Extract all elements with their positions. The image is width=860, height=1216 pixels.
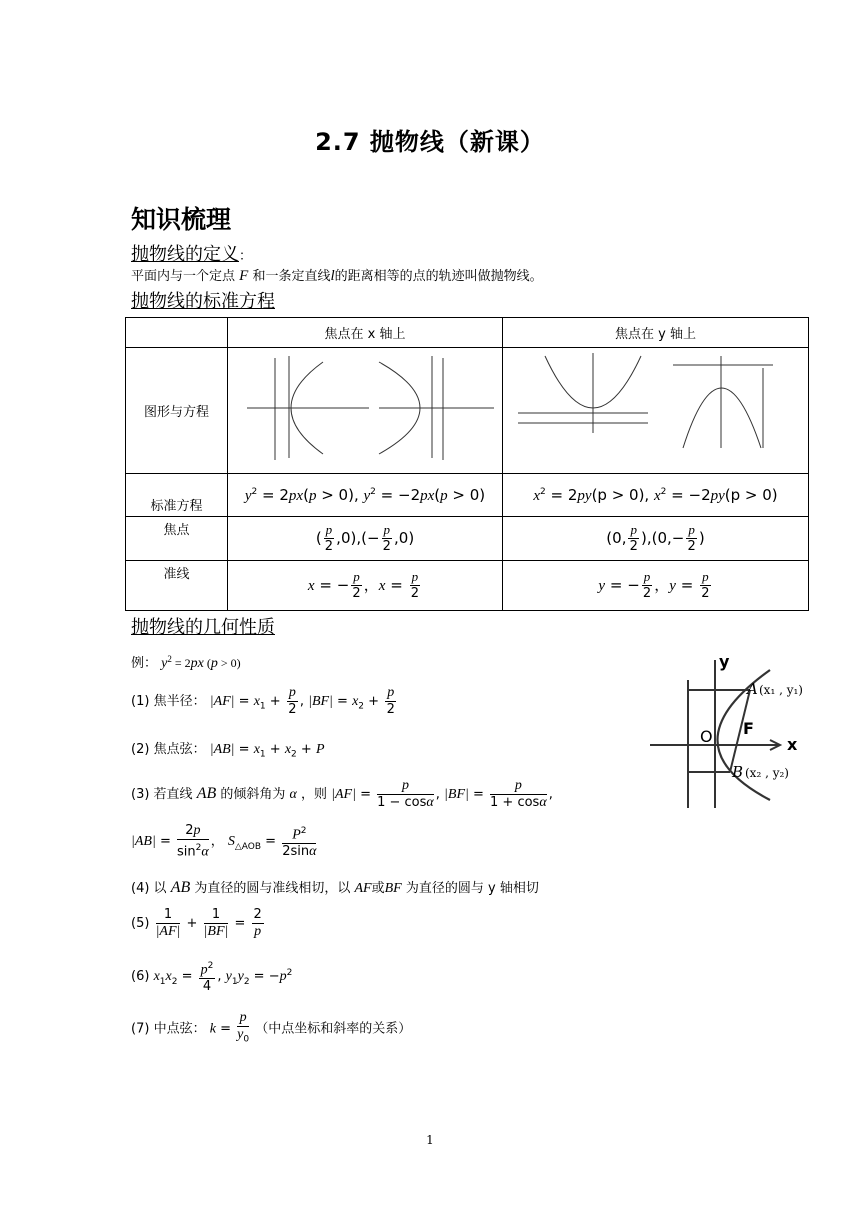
page-title: 2.7 抛物线（新课）	[315, 128, 545, 156]
property-3-num: (3)	[131, 787, 150, 802]
property-7: (7) 中点弦： k = $\frac{p}{y_0}$ （中点坐标和斜率的关系）	[131, 1010, 412, 1045]
property-3: (3) 若直线 AB 的倾斜角为 α ，则 |AF| = $\frac{p}{1 - \cos\alpha}$ , |BF| = $\frac{p}{1 + \cos\alpha}$ ,	[131, 778, 553, 810]
table-header-x-axis: 焦点在 x 轴上	[228, 318, 503, 348]
definition-focus-symbol: F	[239, 268, 249, 284]
y-axis-focus: (0, $\frac{p}{2}$ ),(0,− $\frac{p}{2}$ )	[503, 517, 809, 561]
figure-focus-label: F	[743, 719, 754, 738]
property-3-continued: |AB| = $\frac{2p}{\sin^2\alpha}$ ， $S_{\triangle AOB}$ = $\frac{P^2}{2\sin\alpha}$	[131, 823, 317, 860]
definition-text	[131, 265, 543, 285]
property-1-label: 焦半径：	[153, 694, 206, 709]
definition-heading	[131, 240, 252, 266]
figure-point-b-coord: (x₂ , y₂)	[745, 766, 789, 780]
table-header-y-axis: 焦点在 y 轴上	[503, 318, 809, 348]
x-axis-equation: $y^2 = 2px(p > 0)$, $y^2 = -2px(p > 0)$	[228, 474, 503, 517]
standard-heading: 抛物线的标准方程	[131, 291, 275, 312]
property-4: (4) 以 AB 为直径的圆与准线相切，以 AF或BF 为直径的圆与 y 轴相切	[131, 879, 539, 896]
property-2-label: 焦点弦：	[153, 742, 206, 757]
figure-y-label: y	[719, 652, 730, 671]
property-6: (6) $x_1x_2$ = $\frac{p^2}{4}$ , $y_1y_2 = -p^2$	[131, 958, 292, 995]
figure-origin-label: O	[700, 727, 713, 746]
property-1-num: (1)	[131, 694, 150, 709]
page-number: 1	[426, 1133, 434, 1147]
figure-point-b: B	[732, 763, 744, 781]
x-axis-parabola-graph	[229, 348, 501, 469]
x-axis-parabola-figures	[228, 348, 503, 474]
property-1: (1) 焦半径： $|AF| = x_1$ + $\frac{p}{2}$ , $|BF| = x_2$ + $\frac{p}{2}$	[131, 685, 395, 717]
section-heading: 知识梳理	[131, 205, 232, 234]
y-axis-directrix: y = − $\frac{p}{2}$ ，y = $\frac{p}{2}$	[503, 561, 809, 611]
figure-x-label: x	[787, 735, 798, 754]
focal-chord-figure	[645, 650, 825, 810]
y-axis-equation: $x^2 = 2py(p > 0)$, $x^2 = -2py(p > 0)$	[503, 474, 809, 517]
table-header-empty	[126, 318, 228, 348]
property-2: (2) 焦点弦： $|AB| = x_1 + x_2 + P$	[131, 742, 325, 760]
figure-point-a-coord: (x₁ , y₁)	[759, 683, 803, 697]
x-axis-focus: ( $\frac{p}{2}$ ,0),(− $\frac{p}{2}$ ,0)	[228, 517, 503, 561]
standard-equation-table	[125, 317, 809, 611]
y-axis-parabola-figures	[503, 348, 809, 474]
property-2-num: (2)	[131, 742, 150, 757]
property-7-note: （中点坐标和斜率的关系）	[255, 1021, 412, 1037]
property-7-num: (7)	[131, 1021, 150, 1037]
y-axis-parabola-graph	[503, 348, 808, 469]
definition-line-symbol: l	[330, 268, 335, 284]
property-7-label: 中点弦：	[153, 1021, 206, 1037]
row-label-equation: 标准方程	[126, 474, 228, 517]
definition-text-c: 的距离相等的点的轨迹叫做抛物线。	[334, 269, 543, 284]
property-4-num: (4)	[131, 881, 150, 896]
geometry-heading: 抛物线的几何性质	[131, 617, 275, 638]
row-label-figures: 图形与方程	[126, 348, 228, 474]
property-5-num: (5)	[131, 916, 150, 931]
definition-text-b: 和一条定直线	[252, 269, 331, 284]
figure-point-a: A	[747, 680, 758, 698]
row-label-focus: 焦点	[126, 517, 228, 561]
example-line: 例： $y^2 = 2px$ (p > 0)	[131, 654, 241, 671]
x-axis-directrix: x = − $\frac{p}{2}$ ，x = $\frac{p}{2}$	[228, 561, 503, 611]
definition-heading-text: 抛物线的定义	[131, 244, 239, 265]
property-5: (5) $\frac{1}{|AF|}$ + $\frac{1}{|BF|}$ = $\frac{2}{p}$	[131, 907, 262, 939]
definition-text-a: 平面内与一个定点	[131, 269, 236, 284]
example-label: 例：	[131, 656, 158, 671]
property-6-num: (6)	[131, 969, 150, 985]
definition-colon: ：	[239, 249, 253, 264]
row-label-directrix: 准线	[126, 561, 228, 611]
